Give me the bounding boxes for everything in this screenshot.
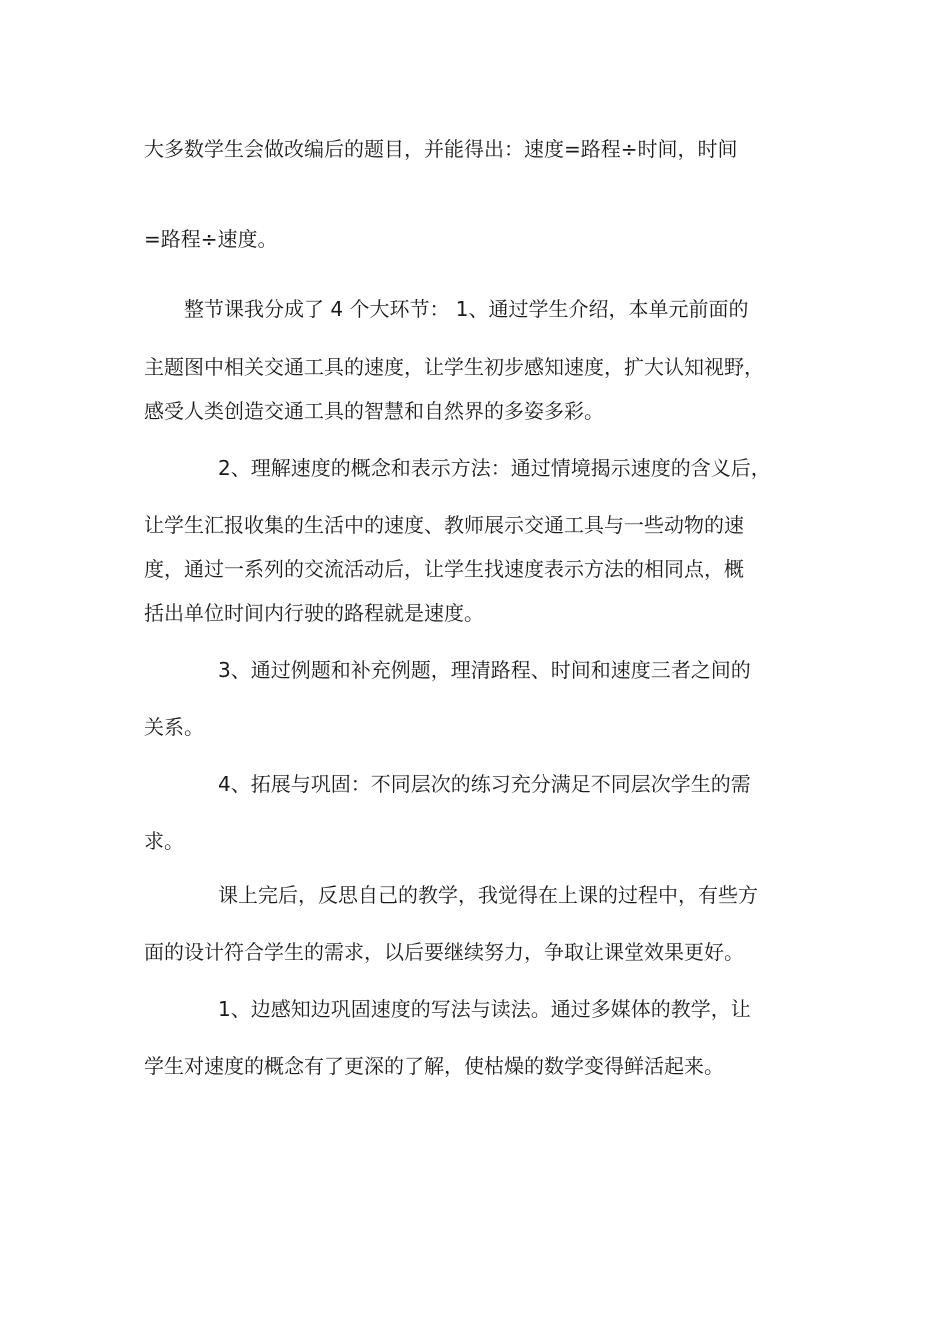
text-line-14: 课上完后，反思自己的教学，我觉得在上课的过程中，有些方 bbox=[218, 883, 758, 907]
text-line-13: 求。 bbox=[144, 829, 184, 853]
text-line-5: 感受人类创造交通工具的智慧和自然界的多姿多彩。 bbox=[144, 399, 604, 423]
text-line-3: 整节课我分成了 4 个大环节： 1、通过学生介绍，本单元前面的 bbox=[184, 297, 749, 321]
text-line-9: 括出单位时间内行驶的路程就是速度。 bbox=[144, 601, 484, 625]
text-line-15: 面的设计符合学生的需求，以后要继续努力，争取让课堂效果更好。 bbox=[144, 940, 744, 964]
text-line-10: 3、通过例题和补充例题，理清路程、时间和速度三者之间的 bbox=[218, 658, 751, 682]
text-line-1: 大多数学生会做改编后的题目，并能得出：速度=路程÷时间，时间 bbox=[144, 137, 738, 161]
text-line-7: 让学生汇报收集的生活中的速度、教师展示交通工具与一些动物的速 bbox=[144, 513, 744, 537]
text-line-16: 1、边感知边巩固速度的写法与读法。通过多媒体的教学，让 bbox=[218, 997, 751, 1021]
text-line-8: 度，通过一系列的交流活动后，让学生找速度表示方法的相同点，概 bbox=[144, 557, 744, 581]
text-line-2: =路程÷速度。 bbox=[144, 227, 278, 251]
text-line-12: 4、拓展与巩固：不同层次的练习充分满足不同层次学生的需 bbox=[218, 772, 751, 796]
text-line-6: 2、理解速度的概念和表示方法：通过情境揭示速度的含义后， bbox=[218, 456, 771, 480]
text-line-11: 关系。 bbox=[144, 715, 204, 739]
text-line-17: 学生对速度的概念有了更深的了解，使枯燥的数学变得鲜活起来。 bbox=[144, 1054, 724, 1078]
text-line-4: 主题图中相关交通工具的速度，让学生初步感知速度，扩大认知视野， bbox=[144, 355, 764, 379]
